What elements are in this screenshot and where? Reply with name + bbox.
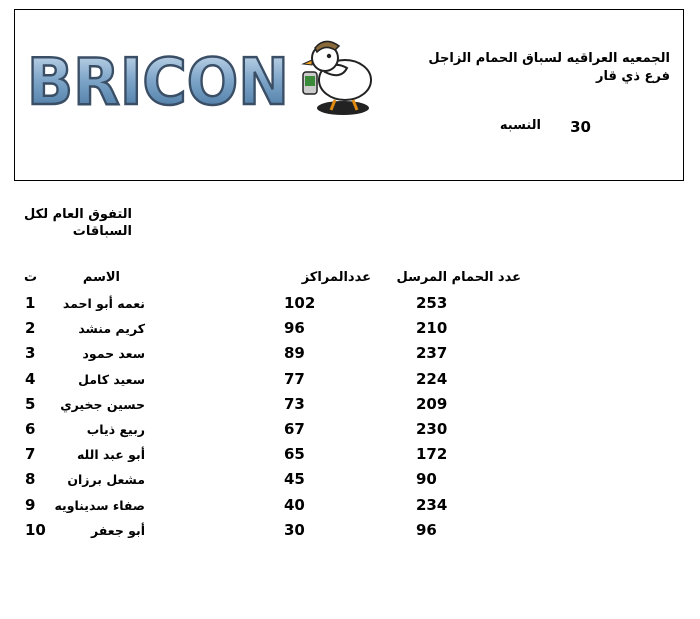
row-centers: 102 [284, 294, 316, 312]
row-name: صفاء سديناويه [54, 497, 145, 513]
row-name: سعد حمود [82, 346, 145, 362]
row-index: 10 [25, 520, 46, 539]
row-index: 2 [25, 319, 36, 338]
column-header-centers: عددالمراكز [301, 270, 371, 285]
row-sent: 237 [416, 344, 448, 363]
row-centers: 40 [284, 495, 305, 514]
row-centers: 45 [284, 470, 305, 489]
logo-wordmark: BRICON [27, 46, 289, 120]
ratio-label: النسبه [499, 118, 541, 133]
row-name: حسين جخيري [60, 396, 145, 412]
row-sent: 224 [416, 369, 448, 388]
header-box [14, 9, 684, 181]
results-table [0, 293, 700, 545]
table-row [0, 444, 700, 469]
ratio-value: 30 [570, 118, 591, 136]
row-name: كريم منشد [78, 321, 145, 337]
table-row [0, 369, 700, 394]
column-header-sent: عدد الحمام المرسل [396, 270, 521, 285]
row-centers: 96 [284, 319, 305, 338]
row-index: 3 [25, 344, 36, 363]
row-name: نعمه أبو احمد [62, 296, 145, 311]
row-index: 1 [25, 294, 36, 312]
row-centers: 89 [284, 344, 305, 363]
section-title: التفوق العام لكل السباقات [24, 207, 132, 239]
table-row [0, 469, 700, 494]
column-header-name: الاسم [82, 270, 120, 285]
row-index: 6 [25, 419, 36, 438]
row-index: 9 [25, 495, 36, 514]
row-name: أبو عبد الله [76, 447, 145, 463]
ratio-row [501, 118, 591, 140]
table-row [0, 343, 700, 368]
table-row [0, 293, 700, 318]
table-row [0, 394, 700, 419]
column-header-index: ت [24, 270, 38, 285]
row-centers: 73 [284, 394, 305, 413]
row-index: 8 [25, 470, 36, 489]
row-index: 7 [25, 445, 36, 464]
row-centers: 77 [284, 369, 305, 388]
organization-title: الجمعيه العراقيه لسباق الحمام الزاجل فرع ذي قار [428, 51, 670, 84]
row-sent: 230 [416, 419, 448, 438]
row-name: أبو جعفر [90, 522, 145, 538]
row-name: سعيد كامل [78, 371, 145, 387]
row-index: 4 [25, 369, 36, 388]
row-sent: 209 [416, 394, 448, 413]
row-centers: 65 [284, 445, 305, 464]
table-row [0, 419, 700, 444]
row-sent: 90 [416, 470, 437, 489]
row-centers: 30 [284, 520, 305, 539]
table-row [0, 520, 700, 545]
bricon-logo [23, 40, 293, 120]
row-sent: 172 [416, 445, 448, 464]
row-sent: 234 [416, 495, 448, 514]
table-row [0, 318, 700, 343]
row-sent: 253 [416, 294, 448, 312]
row-sent: 210 [416, 319, 448, 338]
row-index: 5 [25, 394, 36, 413]
row-name: ربيع ذياب [86, 421, 145, 437]
row-sent: 96 [416, 520, 437, 539]
row-name: مشعل برزان [67, 472, 145, 488]
row-centers: 67 [284, 419, 305, 438]
pigeon-mascot-icon [295, 28, 385, 118]
table-row [0, 495, 700, 520]
